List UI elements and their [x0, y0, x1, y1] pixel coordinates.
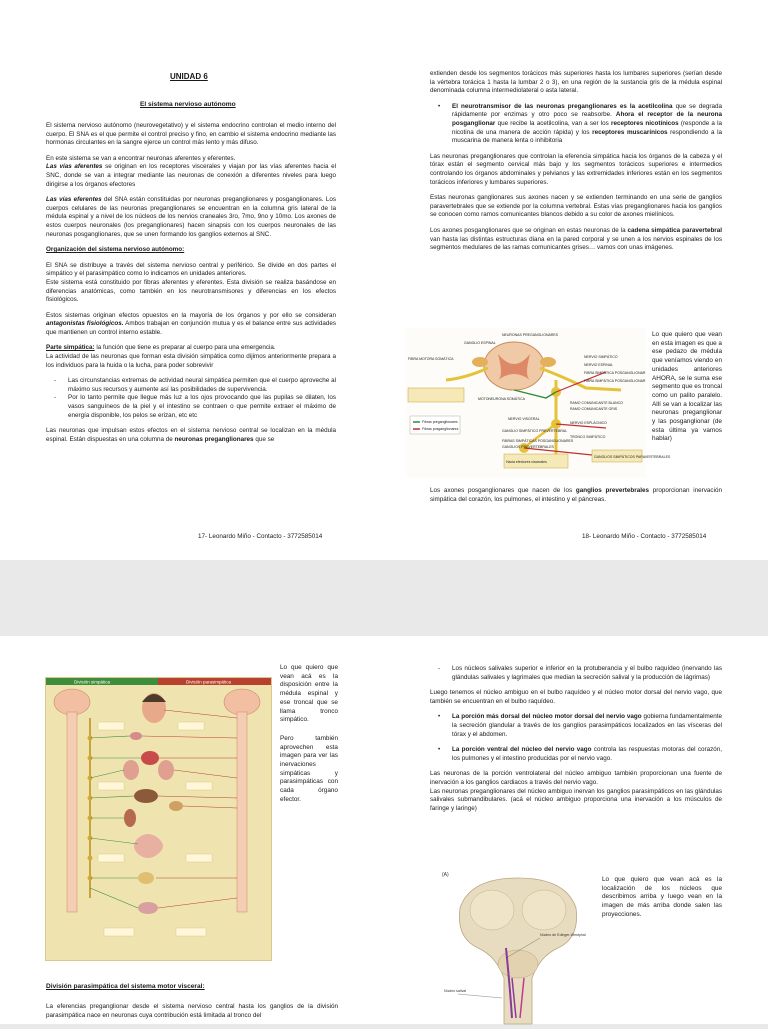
- paragraph: En este sistema se van a encontrar neuronas aferentes y eferentes.: [46, 154, 236, 162]
- fig-label: GANGLIO SIMPÁTICO PREVERTEBRAL: [502, 429, 568, 433]
- fig-header-parasympathetic: División parasimpática: [186, 679, 232, 685]
- bullet-list: [430, 746, 722, 763]
- fig-label: Núcleo salival: [444, 989, 467, 993]
- heading-organizacion: Organización del sistema nervioso autónomo:: [46, 246, 185, 254]
- bullet-list: [430, 103, 722, 146]
- fig-label: Fibras preganglionares: [422, 420, 458, 424]
- fig-label: GANGLIOS PREVERTEBRALES: [502, 445, 554, 449]
- fig-label: RAMO COMUNICANTE GRIS: [570, 407, 618, 411]
- paragraph: Los axones posganglionares que se originan en estas neuronas de la cadena simpática paravertebral van hasta las distintas estructuras diana en la pared corporal y se unen a los nervios espinales de los segmentos medulares de las ramas comunicantes grises… vamos con unas imágenes.: [430, 226, 722, 252]
- page-20: [384, 636, 768, 1024]
- spinal-cord-diagram: [406, 328, 671, 478]
- fig-tag: (A): [442, 872, 449, 878]
- paragraph: Las neuronas preganglionares del núcleo ambiguo inervan los ganglios parasimpáticos en las glándulas salivales submandibulares. (acá el núcleo ambiguo proporciona una inervación a los músculos de faringe y laringe): [430, 787, 722, 812]
- bullet-list: [430, 713, 722, 739]
- fig-label: NERVIO ESPINAL: [584, 363, 614, 367]
- figure-comment: Lo que quiero que vean en esta imagen es que a ese pedazo de médula que veníamos viendo en unidades anteriores AHORA, se le suma ese segmento que es troncal como un palito paralelo. Allí se van a localizar las neuronas preganglionar y las posganglionar (de esta última ya vamos hablar): [652, 331, 722, 443]
- brainstem-illustration: [440, 868, 596, 1024]
- fig-label: TRONCO SIMPÁTICO: [570, 435, 606, 439]
- section-title: El sistema nervioso autónomo: [140, 101, 236, 108]
- paragraph: Luego tenemos el núcleo ambiguo en el bulbo raquídeo y el núcleo motor dorsal del nervio vago, que también se encuentran en el bulbo raquídeo.: [430, 689, 722, 705]
- fig-label: GANGLIOS SIMPÁTICOS PARAVERTEBRALES: [594, 455, 671, 459]
- fig-label: GANGLIO ESPINAL: [464, 341, 496, 345]
- paragraph: El SNA se distribuye a través del sistema nervioso central y periférico. Se divide en dos partes el simpático y el parasimpático como lo indicamos en unidades anteriores.: [46, 261, 336, 278]
- spinal-cord-figure: [406, 328, 671, 478]
- paragraph: Los axones posganglionares que nacen de los ganglios prevertebrales proporcionan inervación simpática del corazón, los pulmones, el intestino y el páncreas.: [430, 487, 722, 503]
- list-item: • La porción más dorsal del núcleo motor dorsal del nervio vago gobierna fundamentalmente la secreción glandular a través de los ganglios parasimpáticos localizados en las vísceras del tórax y el abdomen.: [452, 713, 722, 739]
- unit-title: UNIDAD 6: [170, 72, 208, 81]
- paragraph: Las neuronas de la porción ventrolateral del núcleo ambiguo también proporcionan una fuente de inervación a los ganglios cardiacos a través del nervio vago.: [430, 770, 722, 786]
- fig-label: MOTONEURONA SOMÁTICA: [478, 397, 525, 401]
- bullet-list: [46, 377, 336, 420]
- page17-body: [46, 122, 336, 451]
- fig-label: NERVIO VISCERAL: [508, 417, 540, 421]
- brainstem-figure: [440, 868, 596, 1024]
- paragraph: Las neuronas que impulsan estos efectos en el sistema nervioso central se localizan en la médula espinal. Están dispuestas en una columna de neuronas preganglionares que se: [46, 427, 336, 443]
- fig-label: NERVIO ESPLÁCNICO: [570, 421, 607, 425]
- fig-label: RAMO COMUNICANTE BLANCO: [570, 401, 623, 405]
- fig-label: FIBRA SIMPÁTICA POSGANGLIONAR: [584, 371, 646, 375]
- figure-comment: Lo que quiero que vean acá es la disposición entre la médula espinal y ese troncal que se llama tronco simpático. Pero también aprovechen esta imagen para ver las inervaciones simpáticas y parasimpáticas con cada órgano efector.: [280, 664, 338, 803]
- page-18: [384, 0, 768, 560]
- bullet-list: [430, 665, 722, 682]
- paragraph: extienden desde los segmentos torácicos más superiores hasta los lumbares superiores (serían desde la vértebra torácica 1 hasta la lumbar 2 o 3), en una región de la sustancia gris de la médula espinal denominada columna intermediolateral o asta lateral.: [430, 70, 722, 95]
- paragraph: Las neuronas preganglionares que controlan la eferencia simpática hacia los órganos de la cabeza y el tórax están el segmento cervical más bajo y los segmentos torácicos superiores e intermedios controlando los órganos abdominales y pelvianos y las extremidades inferiores están en los segmentos torácicos inferiores y lumbares superiores.: [430, 152, 722, 186]
- fig-label: NERVIO SIMPÁTICO: [584, 355, 618, 359]
- paragraph: La eferencias preganglionar desde el sistema nervioso central hasta los ganglios de la división parasimpática nace en neuronas cuya contribución está limitada al tronco del: [46, 1003, 338, 1019]
- section-heading: División parasimpática del sistema motor visceral:: [46, 983, 205, 990]
- list-item: • La porción ventral del núcleo del nervio vago controla las respuestas motoras del corazón, los pulmones y el intestino producidas por el nervio vago.: [452, 746, 722, 763]
- list-item: - Por lo tanto permite que llegue más luz a los ojos provocando que las pupilas se dilaten, los vasos sanguíneos de la piel y el intestino se contraen o que permite extraer el máximo de energía disponible, los pelos se erizan, etc etc: [68, 394, 336, 420]
- fig-label: FIBRAS SIMPÁTICAS POSGANGLIONARES: [502, 439, 574, 443]
- fig-label: NEURONAS PREGANGLIONARES: [502, 333, 559, 337]
- paragraph: Este sistema está constituido por fibras aferentes y eferentes. Esta división se realiza basándose en diferencias anatómicas, como también en los neurotransmisores y diferencias en los efectos fisiológicos.: [46, 278, 336, 304]
- paragraph: Las vías eferentes del SNA están constituidas por neuronas preganglionares y posganglionares. Los cuerpos celulares de las neuronas preganglionares se encuentran en la columna gris lateral de la médula espinal y a nivel de los núcleos de los nervios craneales 3ro, 7mo, 9no y 10mo. Los axones de estos cuerpos neuronales (los preganglionares) hacen sinapsis con los cuerpos neuronales de las neuronas posganglionares, que se unen formando los ganglios externos al SNC.: [46, 196, 337, 238]
- list-item: - Los núcleos salivales superior e inferior en la protuberancia y el bulbo raquídeo (inervando las glándulas salivales y lagrimales que median la secreción salival y la producción de lágrimas): [452, 665, 722, 682]
- fig-label: FIBRA SIMPÁTICA POSGANGLIONAR: [584, 379, 646, 383]
- fig-label: Fibras posganglionares: [422, 427, 459, 431]
- page-footer: 17- Leonardo Miño - Contacto - 3772585014: [198, 533, 323, 540]
- fig-label: Hacia efectores viscerales: [506, 460, 547, 464]
- page-19: [0, 636, 384, 1024]
- page-footer: 18- Leonardo Miño - Contacto - 3772585014: [582, 533, 707, 540]
- paragraph: Las vías aferentes se originan en los receptores viscerales y viajan por las vías aferentes hacia el SNC, donde se van a integrar mediante las neuronas de conexión a diferentes niveles para luego dirigirse a los órganos efectores: [46, 163, 337, 188]
- paragraph: El sistema nervioso autónomo (neurovegetativo) y el sistema endocrino controlan el medio interno del cuerpo. El SNA es el que permite el control preciso y fino, en cambio el sistema endocrino mediante las hormonas circulantes en la sangre ejerce un control más lento y más difuso.: [46, 122, 336, 147]
- page19-body: [46, 1003, 338, 1027]
- page18-body: [430, 70, 722, 260]
- fig-header-sympathetic: División simpática: [74, 679, 111, 685]
- fig-label: FIBRA MOTORA SOMÁTICA: [408, 357, 454, 361]
- figure-comment: Lo que quiero que vean acá es la localización de los núcleos que describimos arriba y luego vean en la imagen de más arriba donde salen las proyecciones.: [602, 876, 722, 918]
- page-17: [0, 0, 384, 560]
- paragraph: La actividad de las neuronas que forman esta división simpática como dijimos anteriormente prepara a los individuos para la huida o la lucha, para poder sobrevivir: [46, 353, 336, 369]
- page18-body-bottom: [430, 487, 722, 511]
- list-item: • El neurotransmisor de las neuronas preganglionares es la acetilcolina que se degrada rápidamente por enzimas y otro poco se reabsorbe. Ahora el receptor de la neurona posganglionar que recibe la acetilcolina, van a ser los receptores nicotínicos (responde a la nicotina de una manera de acción rápida) y los receptores muscarínicos respondiendo a la muscarina de manera lenta o inhibitoria: [452, 103, 722, 146]
- list-item: - Las circunstancias extremas de actividad neural simpática permiten que el cuerpo aproveche al máximo sus recursos y aumente así las posibilidades de supervivencia.: [68, 377, 336, 394]
- paragraph: Estas neuronas ganglionares sus axones nacen y se extienden terminando en una serie de ganglios paravertebrales que se extiende por la columna vertebral. Estas vías preganglionares hacia los ganglios se conocen como ramos comunicantes blancos debido a su color de axones mielínicos.: [430, 194, 722, 219]
- fig-label: Núcleo de Edinger-Westphal: [540, 933, 586, 937]
- page20-body: [430, 665, 722, 820]
- paragraph: Parte simpática: la función que tiene es preparar al cuerpo para una emergencia.: [46, 344, 276, 352]
- paragraph: Estos sistemas originan efectos opuestos en la mayoría de los órganos y por ello se consideran antagonistas fisiológicos. Ambos trabajan en conjunción mutua y es el balance entre sus actividades que mantienen un control interno estable.: [46, 311, 336, 336]
- autonomic-divisions-diagram: [46, 678, 271, 960]
- autonomic-system-figure: [45, 677, 272, 961]
